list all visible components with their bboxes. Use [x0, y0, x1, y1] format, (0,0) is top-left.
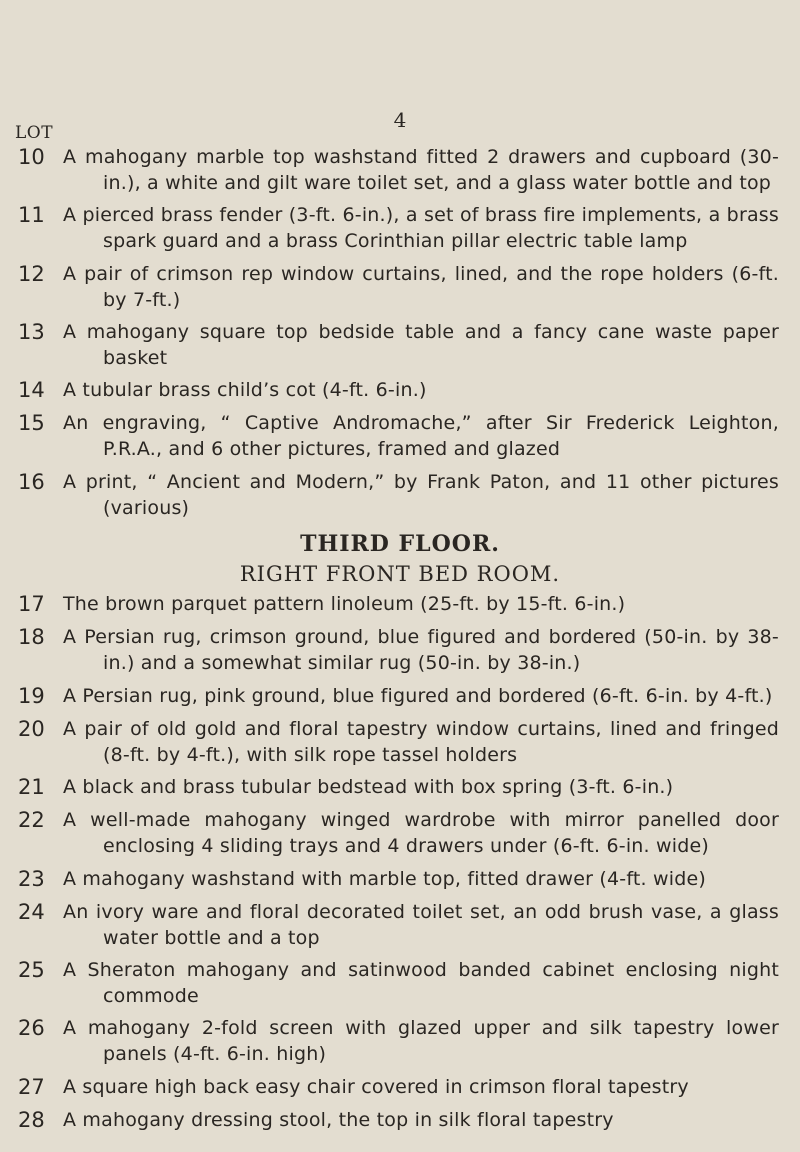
lot-description: A Sheraton mahogany and satinwood banded cabinet enclosing night commode [63, 959, 779, 1008]
lot-number: 26 [18, 1016, 45, 1041]
lot-number: 10 [18, 144, 45, 169]
lot-number: 14 [18, 378, 45, 403]
lot-number: 23 [18, 866, 45, 891]
lot-number: 28 [18, 1107, 45, 1132]
lot-description: A print, “ Ancient and Modern,” by Frank Paton, and 11 other pictures (various) [63, 470, 779, 519]
lot-description: A mahogany square top bedside table and a fancy cane waste paper basket [63, 320, 779, 369]
lot-description: A mahogany 2-fold screen with glazed upper and silk tapestry lower panels (4-ft. 6-in. high) [63, 1017, 779, 1066]
lot-description: A Persian rug, pink ground, blue figured and bordered (6-ft. 6-in. by 4-ft.) [63, 684, 773, 707]
lot-description: A black and brass tubular bedstead with box spring (3-ft. 6-in.) [63, 776, 674, 799]
lot-description: A mahogany washstand with marble top, fitted drawer (4-ft. wide) [63, 867, 707, 890]
lot-description: A well-made mahogany winged wardrobe with mirror panelled door enclosing 4 sliding trays and 4 drawers under (6-ft. 6-in. wide) [63, 809, 779, 858]
lot-description: An engraving, “ Captive Andromache,” after Sir Frederick Leighton, P.R.A., and 6 other pictures, framed and glazed [63, 412, 779, 461]
lot-description: A square high back easy chair covered in crimson floral tapestry [63, 1075, 689, 1098]
lot-number: 22 [18, 808, 45, 833]
section-subtitle: RIGHT FRONT BED ROOM. [239, 562, 561, 587]
lot-description: A mahogany marble top washstand fitted 2 drawers and cupboard (30-in.), a white and gilt ware toilet set, and a glass water bottle and top [63, 145, 779, 194]
lot-number: 21 [18, 775, 45, 800]
lot-number: 13 [18, 319, 45, 344]
page-number: 4 [393, 108, 407, 132]
lot-description: A mahogany dressing stool, the top in silk floral tapestry [63, 1108, 614, 1131]
lot-description: The brown parquet pattern linoleum (25-ft. by 15-ft. 6-in.) [63, 593, 626, 616]
lot-description: A Persian rug, crimson ground, blue figured and bordered (50-in. by 38-in.) and a somewhat similar rug (50-in. by 38-in.) [63, 626, 779, 675]
lot-description: A pair of old gold and floral tapestry window curtains, lined and fringed (8-ft. by 4-ft.), with silk rope tassel holders [63, 717, 779, 766]
lot-number: 25 [18, 958, 45, 983]
lot-number: 27 [18, 1074, 45, 1099]
section-title: THIRD FLOOR. [300, 530, 500, 557]
lot-heading: LOT [15, 123, 54, 143]
lot-number: 20 [18, 716, 45, 741]
lot-number: 11 [18, 203, 45, 228]
lot-number: 16 [18, 469, 45, 494]
lot-description: A tubular brass child’s cot (4-ft. 6-in.) [63, 379, 427, 402]
lot-description: A pair of crimson rep window curtains, lined, and the rope holders (6-ft. by 7-ft.) [63, 262, 779, 311]
lot-description: An ivory ware and floral decorated toilet set, an odd brush vase, a glass water bottle and a top [63, 900, 779, 949]
lot-number: 19 [18, 683, 45, 708]
lot-number: 15 [18, 411, 45, 436]
lot-number: 12 [18, 261, 45, 286]
lot-description: A pierced brass fender (3-ft. 6-in.), a set of brass fire implements, a brass spark guard and a brass Corinthian pillar electric table lamp [63, 204, 779, 253]
lot-number: 17 [18, 592, 45, 617]
lot-number: 18 [18, 625, 45, 650]
lot-number: 24 [18, 899, 45, 924]
